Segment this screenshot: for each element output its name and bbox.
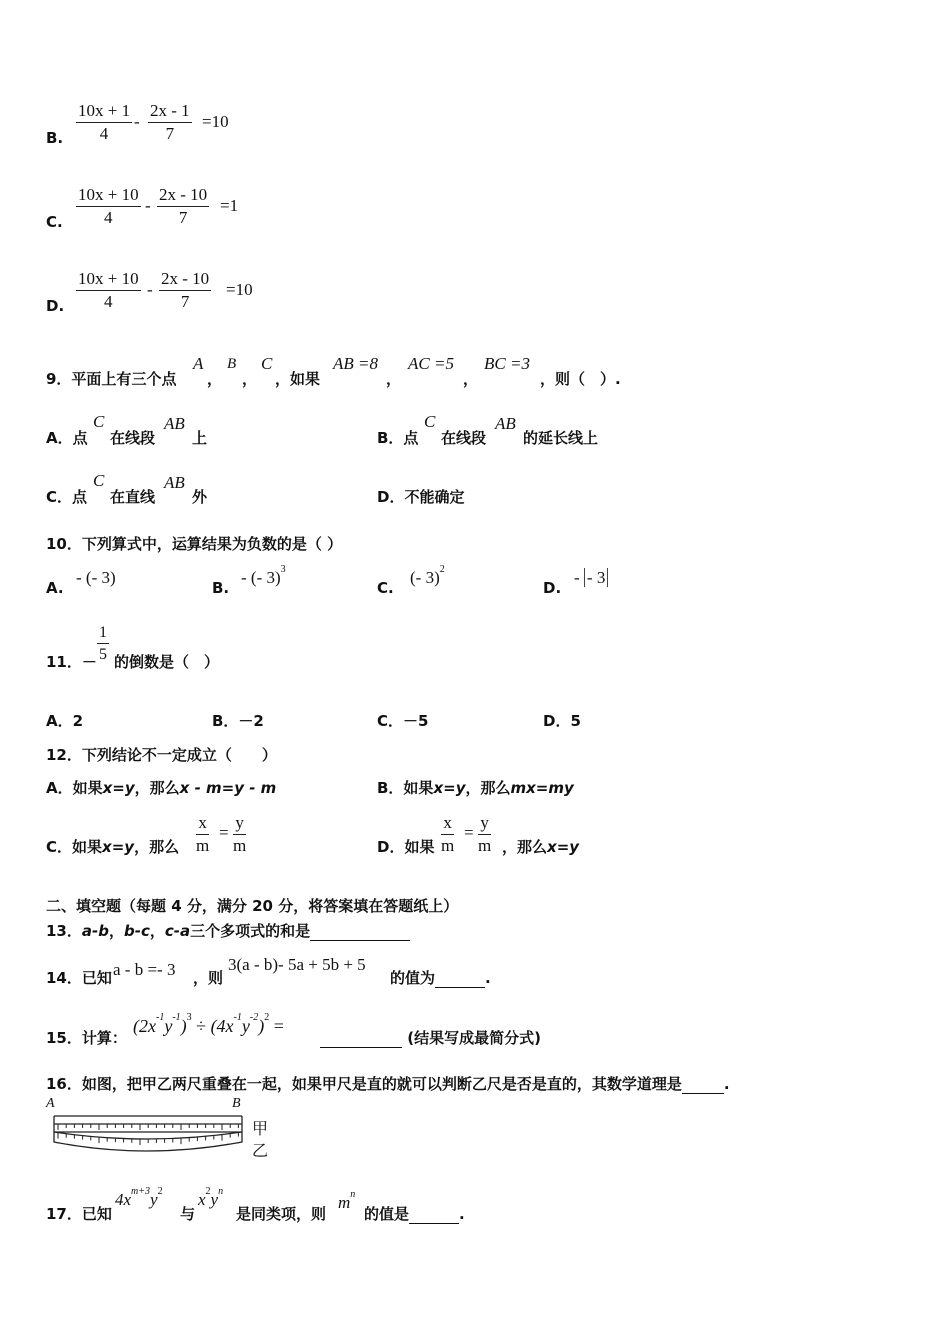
option-label: B. [46, 129, 64, 147]
fraction: $\frac{y}{m}$ [478, 813, 492, 855]
answer-blank[interactable] [409, 1223, 459, 1224]
q16: 16．如图，把甲乙两尺重叠在一起，如果甲尺是直的就可以判断乙尺是否是直的，其数学道理是 . [46, 1075, 730, 1093]
q10-title: 10．下列算式中，运算结果为负数的是（ ） [46, 535, 343, 553]
fraction: $\frac{1}{5}$ [99, 624, 107, 663]
ruler-jia-label: 甲 [252, 1119, 269, 1138]
fraction: $\frac{10x + 1}{4}$ [78, 101, 131, 143]
fraction: $\frac{2x - 10}{7}$ [161, 269, 210, 311]
q11-option-b: B．－2 [212, 712, 264, 730]
fraction: $\frac{2x - 10}{7}$ [159, 185, 208, 227]
q11-option-a: A．2 [46, 712, 84, 730]
absolute-value: - 3 [584, 568, 608, 587]
q11-option-c: C．－5 [377, 712, 429, 730]
ruler-yi-label: 乙 [252, 1141, 269, 1160]
answer-blank[interactable] [320, 1047, 402, 1048]
point-a-label: A [46, 1096, 55, 1111]
q11-option-d: D．5 [543, 712, 581, 730]
option-label: D. [46, 297, 65, 315]
ruler-diagram [46, 1102, 276, 1164]
q12-title: 12．下列结论不一定成立（ ） [46, 746, 277, 764]
fraction: $\frac{2x - 1}{7}$ [150, 101, 190, 143]
answer-blank[interactable] [682, 1093, 724, 1094]
point-b-label: B [232, 1096, 241, 1111]
fraction: $\frac{10x + 10}{4}$ [78, 269, 139, 311]
option-label: C. [46, 213, 63, 231]
fraction: $\frac{x}{m}$ [196, 813, 210, 855]
fraction: $\frac{y}{m}$ [233, 813, 247, 855]
q12-option-a: A．如果x=y，那么x - m=y - m [46, 779, 277, 797]
ruler-figure [46, 1096, 276, 1164]
q12-option-b: B．如果x=y，那么mx=my [377, 779, 574, 797]
section-title: 二、填空题（每题 4 分，满分 20 分，将答案填在答题纸上） [46, 897, 459, 915]
fraction: $\frac{10x + 10}{4}$ [78, 185, 139, 227]
answer-blank[interactable] [310, 940, 410, 941]
q13: 13．a-b，b-c，c-a三个多项式的和是 [46, 920, 410, 941]
answer-blank[interactable] [435, 987, 485, 988]
fraction: $\frac{x}{m}$ [441, 813, 455, 855]
